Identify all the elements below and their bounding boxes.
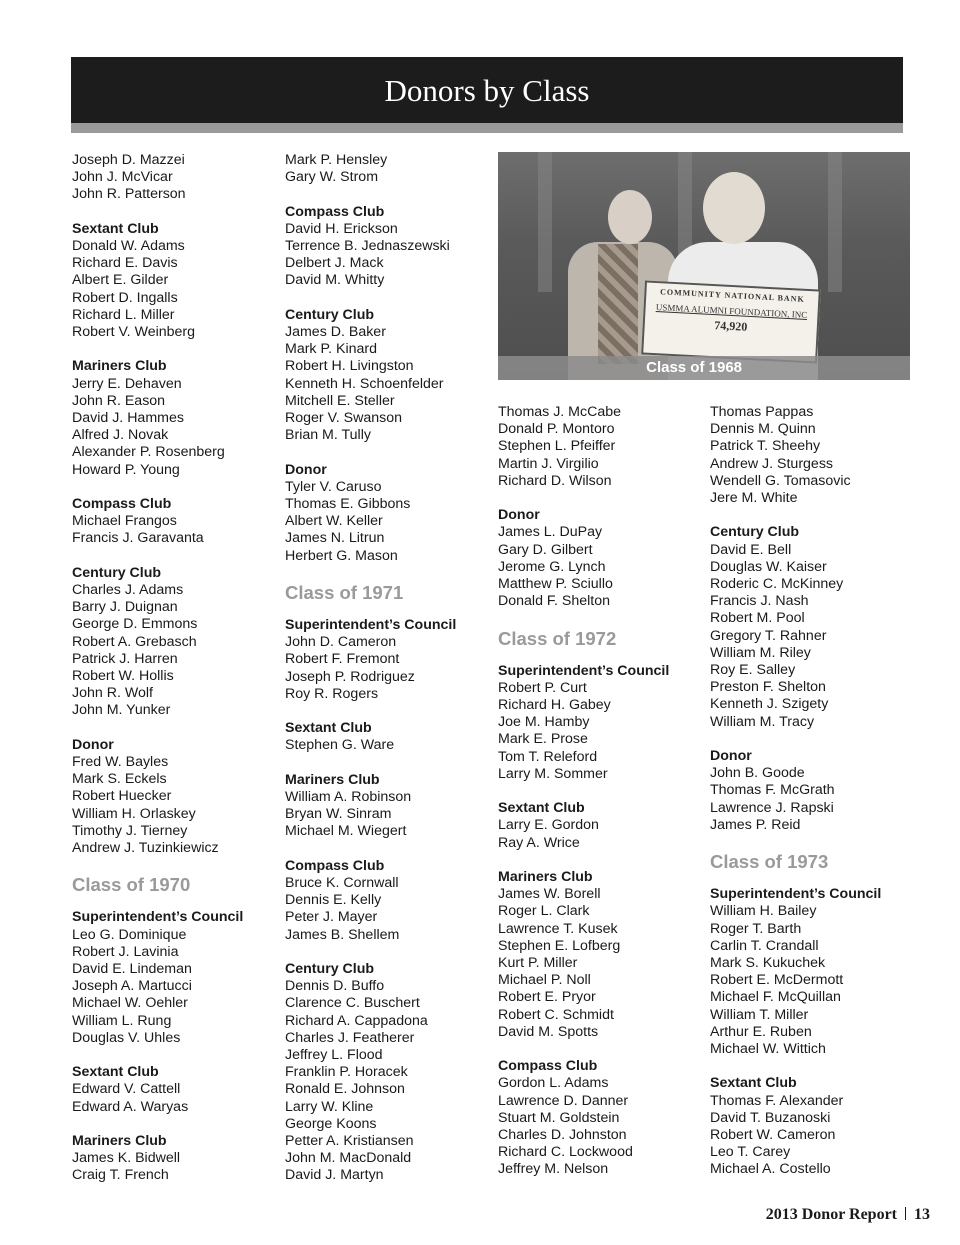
club-heading: Century Club	[710, 524, 800, 541]
donor-name: Robert P. Curt	[498, 679, 587, 696]
donor-group	[285, 858, 490, 944]
donor-name: Mark S. Kukuchek	[710, 955, 826, 972]
donor-name: Preston F. Shelton	[710, 679, 826, 696]
donor-name: Patrick J. Harren	[72, 650, 178, 667]
donor-name: Gary W. Strom	[285, 169, 379, 186]
donor-name: Patrick T. Sheehy	[710, 438, 821, 455]
donor-name: Mitchell E. Steller	[285, 392, 395, 409]
donor-name: Michael P. Noll	[498, 972, 591, 989]
donor-group	[285, 772, 490, 841]
donor-name: Gary D. Gilbert	[498, 541, 593, 558]
donor-name: Barry J. Duignan	[72, 599, 178, 616]
donor-name: Stephen L. Pfeiffer	[498, 438, 616, 455]
page-header	[71, 57, 903, 133]
donor-name: Robert M. Pool	[710, 610, 805, 627]
donor-name: James P. Reid	[710, 816, 801, 833]
donor-name: Richard D. Wilson	[498, 472, 612, 489]
donor-name: David T. Buzanoski	[710, 1109, 831, 1126]
class-year-title: Class of 1973	[710, 851, 829, 873]
donor-name: Kenneth J. Szigety	[710, 696, 829, 713]
club-heading: Sextant Club	[285, 720, 372, 737]
ceremonial-check	[641, 280, 821, 363]
donor-name: Alexander P. Rosenberg	[72, 444, 225, 461]
donor-name: Robert V. Weinberg	[72, 324, 196, 341]
donor-name: Franklin P. Horacek	[285, 1064, 408, 1081]
donor-name: Robert J. Lavinia	[72, 943, 179, 960]
donor-group	[285, 204, 490, 290]
club-heading: Compass Club	[285, 203, 385, 220]
donor-name: Richard H. Gabey	[498, 697, 611, 714]
donor-name: Larry E. Gordon	[498, 817, 599, 834]
donor-name: George D. Emmons	[72, 616, 198, 633]
donor-name: Mark E. Prose	[498, 731, 588, 748]
donor-name: Roger T. Barth	[710, 920, 802, 937]
donor-name: Jerry E. Dehaven	[72, 375, 182, 392]
donor-group	[285, 720, 490, 754]
donor-name: John R. Wolf	[72, 685, 153, 702]
donor-column-2	[285, 152, 490, 1202]
donor-name: William M. Riley	[710, 644, 811, 661]
donor-name: James L. DuPay	[498, 524, 603, 541]
donor-name: Martin J. Virgilio	[498, 455, 599, 472]
donor-name: Wendell G. Tomasovic	[710, 472, 851, 489]
donor-name: Arthur E. Ruben	[710, 1023, 812, 1040]
donor-group	[710, 748, 915, 834]
club-heading: Superintendent’s Council	[285, 617, 457, 634]
donor-name: James D. Baker	[285, 324, 386, 340]
club-heading: Sextant Club	[710, 1075, 797, 1092]
donor-name: Joseph D. Mazzei	[72, 152, 185, 168]
donor-name: Fred W. Bayles	[72, 754, 169, 771]
donor-name: John D. Cameron	[285, 634, 397, 651]
donor-name: Roy R. Rogers	[285, 685, 379, 702]
donor-name: John M. MacDonald	[285, 1150, 412, 1167]
donor-name: John B. Goode	[710, 765, 805, 782]
donor-name: David J. Hammes	[72, 410, 184, 427]
donor-name: Alfred J. Novak	[72, 427, 169, 444]
donor-name: Kenneth H. Schoenfelder	[285, 375, 444, 392]
donor-group	[498, 404, 703, 490]
donor-name: John R. Patterson	[72, 186, 186, 203]
donor-name: Mark P. Kinard	[285, 341, 377, 358]
donor-name: Richard L. Miller	[72, 306, 175, 323]
donor-name: William T. Miller	[710, 1006, 809, 1023]
donor-name: Jeffrey M. Nelson	[498, 1161, 609, 1178]
donor-name: John J. McVicar	[72, 169, 173, 186]
club-heading: Sextant Club	[498, 800, 585, 817]
club-heading: Compass Club	[285, 857, 385, 874]
donor-group	[72, 496, 277, 548]
donor-name: James W. Borell	[498, 886, 601, 903]
donor-name: Mark S. Eckels	[72, 771, 167, 788]
donor-group	[285, 961, 490, 1185]
club-heading: Mariners Club	[498, 869, 593, 886]
donor-name: Michael F. McQuillan	[710, 989, 841, 1006]
check-bank: COMMUNITY NATIONAL BANK	[659, 287, 805, 304]
donor-name: Edward A. Waryas	[72, 1098, 189, 1115]
donor-group	[710, 524, 915, 730]
donor-group	[72, 909, 277, 1047]
donor-name: David H. Erickson	[285, 220, 398, 237]
donor-name: Andrew J. Tuzinkiewicz	[72, 840, 219, 857]
donor-name: David M. Whitty	[285, 272, 385, 289]
donor-name: Clarence C. Buschert	[285, 995, 420, 1012]
donor-name: Robert H. Livingston	[285, 358, 414, 375]
report-title: 2013 Donor Report	[765, 1206, 897, 1223]
donor-name: John M. Yunker	[72, 702, 171, 719]
donor-name: Thomas J. McCabe	[498, 404, 621, 420]
donor-name: Thomas F. Alexander	[710, 1092, 844, 1109]
donor-name: Michael W. Wittich	[710, 1041, 826, 1058]
donor-name: Francis J. Garavanta	[72, 530, 204, 547]
club-heading: Sextant Club	[72, 1064, 159, 1081]
donor-group	[498, 800, 703, 852]
donor-name: Gordon L. Adams	[498, 1075, 609, 1092]
club-heading: Compass Club	[498, 1058, 598, 1075]
donor-name: Lawrence D. Danner	[498, 1092, 629, 1109]
club-heading: Sextant Club	[72, 220, 159, 237]
class-year-title: Class of 1972	[498, 627, 617, 649]
donor-name: Ronald E. Johnson	[285, 1081, 405, 1098]
club-heading: Century Club	[72, 564, 162, 581]
donor-name: James K. Bidwell	[72, 1150, 181, 1167]
donor-name: Herbert G. Mason	[285, 547, 398, 564]
donor-name: James N. Litrun	[285, 530, 385, 547]
club-heading: Mariners Club	[72, 1133, 167, 1150]
donor-name: Gregory T. Rahner	[710, 627, 827, 644]
donor-name: Donald F. Shelton	[498, 593, 610, 610]
donor-name: Charles J. Adams	[72, 582, 184, 599]
donor-name: Leo T. Carey	[710, 1144, 791, 1161]
donor-column-1	[72, 152, 277, 1202]
donor-name: Mark P. Hensley	[285, 152, 388, 168]
donor-group	[498, 507, 703, 610]
donor-name: Dennis E. Kelly	[285, 892, 382, 909]
donor-name: Jere M. White	[710, 490, 798, 507]
club-heading: Donor	[72, 736, 114, 753]
donor-name: Brian M. Tully	[285, 427, 371, 444]
donor-name: Albert E. Gilder	[72, 272, 169, 289]
donor-name: George Koons	[285, 1115, 377, 1132]
donor-name: Petter A. Kristiansen	[285, 1133, 414, 1150]
donor-name: Ray A. Wrice	[498, 834, 580, 851]
donor-name: Charles D. Johnston	[498, 1127, 627, 1144]
donor-name: Stephen E. Lofberg	[498, 937, 621, 954]
donor-name: Howard P. Young	[72, 461, 180, 478]
donor-name: Thomas E. Gibbons	[285, 496, 411, 513]
donor-name: John R. Eason	[72, 392, 166, 409]
donor-name: Douglas W. Kaiser	[710, 558, 827, 575]
donor-name: Craig T. French	[72, 1167, 169, 1184]
donor-name: Thomas F. McGrath	[710, 782, 835, 799]
photo-caption: Class of 1968	[498, 356, 910, 380]
donor-name: Lawrence J. Rapski	[710, 799, 834, 816]
donor-name: Bryan W. Sinram	[285, 806, 392, 823]
donor-name: Stephen G. Ware	[285, 737, 395, 754]
donor-name: Larry W. Kline	[285, 1098, 374, 1115]
club-heading: Mariners Club	[285, 771, 380, 788]
donor-name: Donald W. Adams	[72, 238, 185, 254]
donor-name: Michael Frangos	[72, 513, 177, 530]
donor-name: Richard C. Lockwood	[498, 1144, 633, 1161]
donor-column-3	[498, 404, 703, 1196]
club-heading: Superintendent’s Council	[498, 662, 670, 679]
club-heading: Compass Club	[72, 496, 172, 513]
donor-name: Robert Huecker	[72, 788, 172, 805]
donor-name: Terrence B. Jednaszewski	[285, 238, 450, 254]
donor-group	[285, 462, 490, 565]
donor-name: Roderic C. McKinney	[710, 576, 844, 593]
donor-name: Robert W. Hollis	[72, 668, 174, 685]
donor-name: David E. Lindeman	[72, 961, 192, 978]
donor-group	[72, 737, 277, 857]
donor-name: Tyler V. Caruso	[285, 478, 382, 495]
donor-name: Michael W. Oehler	[72, 995, 188, 1012]
donor-name: Lawrence T. Kusek	[498, 920, 618, 937]
page-footer	[766, 1206, 930, 1224]
donor-name: Albert W. Keller	[285, 513, 383, 530]
donor-name: Donald P. Montoro	[498, 421, 615, 438]
donor-group	[285, 307, 490, 445]
check-payee: USMMA ALUMNI FOUNDATION, INC	[655, 302, 808, 320]
donor-name: Tom T. Releford	[498, 748, 598, 765]
donor-group	[710, 404, 915, 507]
club-heading: Donor	[285, 461, 327, 478]
club-heading: Century Club	[285, 961, 375, 978]
donor-group	[72, 1133, 277, 1185]
donor-group	[72, 358, 277, 478]
donor-name: Bruce K. Cornwall	[285, 875, 399, 892]
donor-name: Carlin T. Crandall	[710, 937, 819, 954]
donor-name: Peter J. Mayer	[285, 909, 378, 926]
club-heading: Superintendent’s Council	[710, 886, 882, 903]
donor-name: Dennis D. Buffo	[285, 978, 385, 995]
donor-name: Michael A. Costello	[710, 1161, 831, 1178]
donor-group	[72, 565, 277, 720]
donor-name: James B. Shellem	[285, 926, 400, 943]
club-heading: Superintendent’s Council	[72, 909, 244, 926]
donor-name: David E. Bell	[710, 541, 792, 558]
donor-group	[72, 1064, 277, 1116]
donor-name: Robert C. Schmidt	[498, 1006, 614, 1023]
donor-name: Andrew J. Sturgess	[710, 455, 834, 472]
donor-name: Larry M. Sommer	[498, 765, 608, 782]
donor-name: William M. Tracy	[710, 713, 815, 730]
page-number: 13	[914, 1206, 930, 1223]
donor-group	[710, 1075, 915, 1178]
donor-name: Roger L. Clark	[498, 903, 590, 920]
donor-name: Jeffrey L. Flood	[285, 1047, 383, 1064]
club-heading: Donor	[710, 748, 752, 765]
donor-name: David J. Martyn	[285, 1167, 384, 1184]
donor-column-4	[710, 404, 915, 1196]
club-heading: Century Club	[285, 306, 375, 323]
donor-name: William H. Orlaskey	[72, 805, 196, 822]
donor-group	[498, 1058, 703, 1178]
club-heading: Donor	[498, 507, 540, 524]
donor-name: Delbert J. Mack	[285, 255, 384, 272]
donor-name: Douglas V. Uhles	[72, 1029, 181, 1046]
donor-name: Joseph P. Rodriguez	[285, 668, 415, 685]
donor-group	[285, 617, 490, 703]
donor-name: Timothy J. Tierney	[72, 822, 188, 839]
donor-name: Thomas Pappas	[710, 404, 814, 420]
donor-name: William H. Bailey	[710, 903, 817, 920]
donor-name: Dennis M. Quinn	[710, 421, 816, 438]
donor-name: Joseph A. Martucci	[72, 978, 192, 995]
class-year-title: Class of 1970	[72, 874, 191, 896]
donor-name: Robert E. McDermott	[710, 972, 844, 989]
class-photo	[498, 152, 910, 380]
donor-name: Robert W. Cameron	[710, 1127, 836, 1144]
donor-name: Stuart M. Goldstein	[498, 1109, 620, 1126]
donor-name: David M. Spotts	[498, 1023, 599, 1040]
donor-name: Jerome G. Lynch	[498, 558, 606, 575]
donor-name: Francis J. Nash	[710, 593, 809, 610]
donor-group	[710, 886, 915, 1058]
donor-name: Roy E. Salley	[710, 662, 796, 679]
page-title: Donors by Class	[384, 73, 590, 108]
check-amount: 74,920	[713, 318, 748, 334]
donor-name: Robert E. Pryor	[498, 989, 596, 1006]
donor-name: William L. Rung	[72, 1012, 172, 1029]
donor-name: Richard E. Davis	[72, 255, 178, 272]
footer-divider	[905, 1207, 906, 1220]
donor-name: Michael M. Wiegert	[285, 823, 407, 840]
donor-group	[72, 152, 277, 204]
donor-name: Kurt P. Miller	[498, 955, 578, 972]
donor-name: Robert D. Ingalls	[72, 289, 178, 306]
donor-name: Charles J. Featherer	[285, 1029, 415, 1046]
donor-name: Leo G. Dominique	[72, 926, 187, 943]
donor-name: Matthew P. Sciullo	[498, 576, 613, 593]
donor-group	[498, 663, 703, 783]
club-heading: Mariners Club	[72, 358, 167, 375]
donor-name: Robert A. Grebasch	[72, 633, 197, 650]
donor-group	[498, 869, 703, 1041]
donor-name: Edward V. Cattell	[72, 1081, 181, 1098]
class-year-title: Class of 1971	[285, 582, 404, 604]
donor-name: William A. Robinson	[285, 789, 412, 806]
donor-name: Joe M. Hamby	[498, 714, 590, 731]
donor-name: Roger V. Swanson	[285, 410, 402, 427]
donor-group	[285, 152, 490, 186]
donor-name: Richard A. Cappadona	[285, 1012, 428, 1029]
donor-group	[72, 221, 277, 341]
donor-name: Robert F. Fremont	[285, 651, 400, 668]
